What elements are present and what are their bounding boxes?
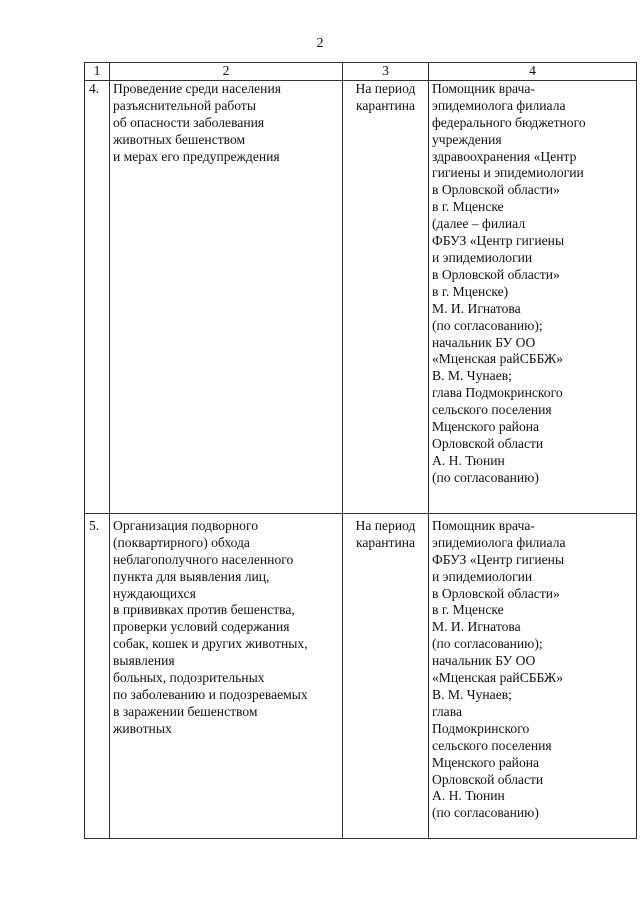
period-cell (343, 513, 429, 838)
text-line: и эпидемиологии (432, 568, 533, 584)
text-line: в Орловской области» (432, 585, 560, 601)
text-line: глава (432, 703, 462, 719)
text-line: пункта для выявления лиц, (113, 568, 270, 584)
text-line: учреждения (432, 131, 502, 147)
text-line: сельского поселения (432, 737, 552, 753)
text-line: «Мценская райСББЖ» (432, 351, 564, 367)
text-line: собак, кошек и других животных, (113, 636, 308, 652)
text-line: карантина (355, 97, 416, 113)
text-line: А. Н. Тюнин (432, 452, 505, 468)
text-line: гигиены и эпидемиологии (432, 165, 584, 181)
text-line: Мценского района (432, 419, 540, 435)
header-cell: 4 (429, 63, 637, 81)
text-line: (по согласованию) (432, 469, 539, 485)
responsible-cell (429, 513, 637, 838)
text-line: в прививках против бешенства, (113, 602, 295, 618)
text-line: федерального бюджетного (432, 114, 586, 130)
text-line: Подмокринского (432, 720, 530, 736)
text-line: выявления (113, 653, 175, 669)
text-line: Орловской области (432, 435, 544, 451)
text-line: в г. Мценске (432, 199, 504, 215)
text-line: сельского поселения (432, 402, 552, 418)
text-line: (по согласованию) (432, 805, 539, 821)
table-row (85, 80, 637, 513)
text-line: нуждающихся (113, 585, 196, 601)
activity-cell (110, 513, 343, 838)
table-row (85, 513, 637, 838)
header-cell: 1 (85, 63, 110, 81)
text-line: эпидемиолога филиала (432, 534, 566, 550)
text-line: и эпидемиологии (432, 249, 533, 265)
text-line: Мценского района (432, 754, 540, 770)
text-line: начальник БУ ОО (432, 334, 536, 350)
responsible-cell (429, 80, 637, 513)
text-line: проверки условий содержания (113, 619, 290, 635)
text-line: об опасности заболевания (113, 114, 265, 130)
row-number: 5. (85, 513, 110, 838)
text-line: разъяснительной работы (113, 97, 256, 113)
text-line: в г. Мценске) (432, 283, 509, 299)
text-line: На период (355, 517, 416, 533)
text-line: На период (355, 80, 416, 96)
text-line: (поквартирного) обхода (113, 534, 250, 550)
text-line: ФБУЗ «Центр гигиены (432, 233, 565, 249)
text-line: в г. Мценске (432, 602, 504, 618)
text-line: в Орловской области» (432, 182, 560, 198)
header-cell: 3 (343, 63, 429, 81)
row-number: 4. (85, 80, 110, 513)
text-line: карантина (355, 534, 416, 550)
text-line: М. И. Игнатова (432, 300, 521, 316)
text-line: (по согласованию); (432, 636, 543, 652)
text-line: Помощник врача- (432, 517, 535, 533)
text-line: В. М. Чунаев; (432, 368, 512, 384)
text-line: глава Подмокринского (432, 385, 563, 401)
text-line: (по согласованию); (432, 317, 543, 333)
text-line: (далее – филиал (432, 216, 526, 232)
text-line: ФБУЗ «Центр гигиены (432, 551, 565, 567)
measures-table (84, 62, 637, 839)
text-line: здравоохранения «Центр (432, 148, 577, 164)
text-line: «Мценская райСББЖ» (432, 670, 564, 686)
page-number: 2 (316, 36, 324, 51)
text-line: Проведение среди населения (113, 80, 281, 96)
text-line: Организация подворного (113, 517, 258, 533)
activity-cell (110, 80, 343, 513)
header-cell: 2 (110, 63, 343, 81)
text-line: больных, подозрительных (113, 670, 265, 686)
text-line: в Орловской области» (432, 266, 560, 282)
text-line: животных (113, 720, 172, 736)
text-line: В. М. Чунаев; (432, 686, 512, 702)
text-line: эпидемиолога филиала (432, 97, 566, 113)
text-line: животных бешенством (113, 131, 246, 147)
text-line: в заражении бешенством (113, 703, 258, 719)
table-header-row (85, 63, 637, 81)
text-line: начальник БУ ОО (432, 653, 536, 669)
text-line: и мерах его предупреждения (113, 148, 280, 164)
period-cell (343, 80, 429, 513)
text-line: неблагополучного населенного (113, 551, 294, 567)
text-line: М. И. Игнатова (432, 619, 521, 635)
text-line: Орловской области (432, 771, 544, 787)
text-line: А. Н. Тюнин (432, 788, 505, 804)
text-line: Помощник врача- (432, 80, 535, 96)
text-line: по заболеванию и подозреваемых (113, 686, 308, 702)
